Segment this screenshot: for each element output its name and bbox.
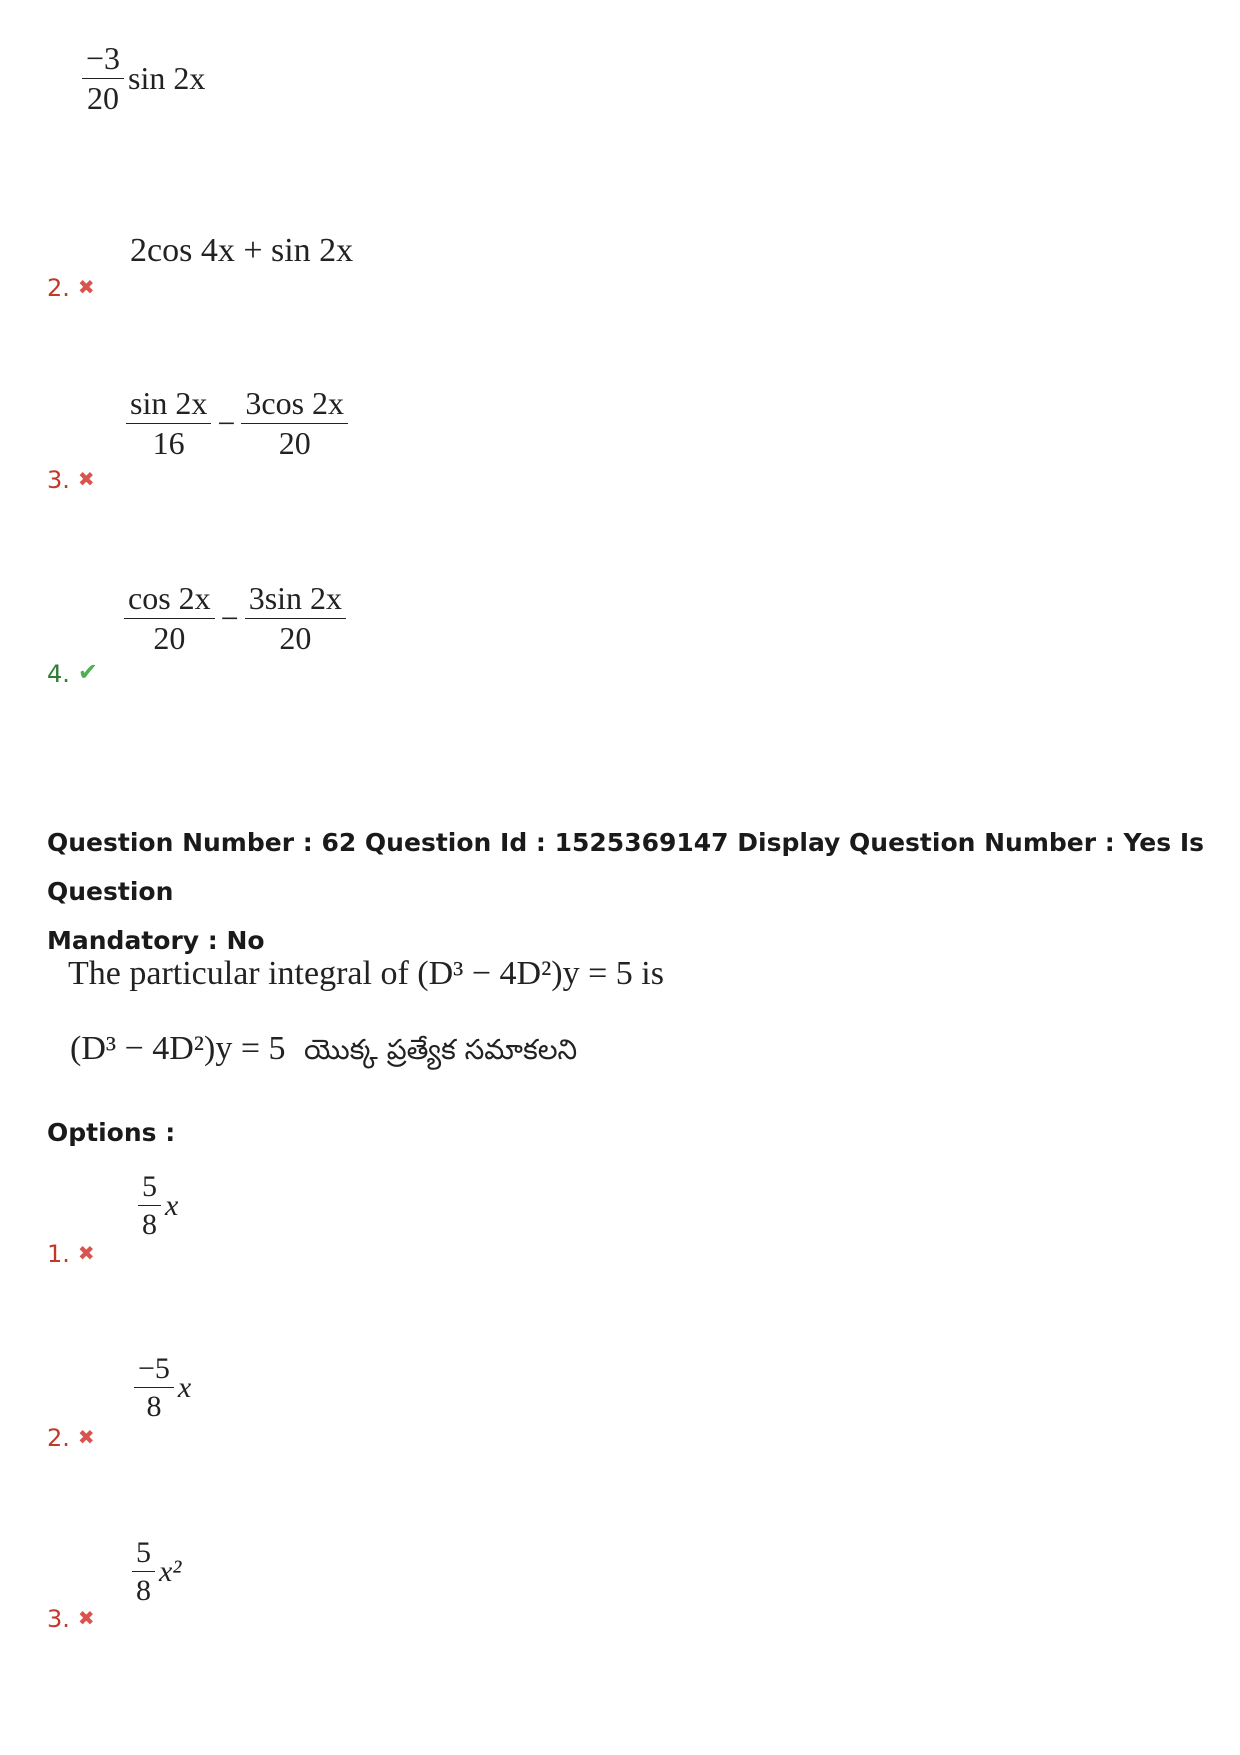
prev-option-3-number: 3. ✖ (47, 466, 95, 494)
options-label: Options : (47, 1118, 176, 1147)
prev-option-4-math: $\frac{\cos 2x}{20}$ − $\frac{3\sin 2x}{20}$ (124, 580, 346, 656)
cross-icon: ✖ (77, 467, 95, 491)
question-header (47, 818, 1207, 965)
cross-icon: ✖ (77, 1425, 95, 1449)
question-header-line-2: Mandatory : No (47, 926, 265, 955)
option-2-number: 2. ✖ (47, 1424, 95, 1452)
fraction: $\frac{\cos 2x}{20}$ (124, 581, 215, 656)
prev-option-1-math: $\frac{-3}{20}$ sin 2x (82, 40, 205, 116)
option-2-math: $\frac{-5}{8}$ x (134, 1352, 191, 1423)
fraction: $\frac{-5}{8}$ (134, 1352, 174, 1423)
question-header-line-1: Question Number : 62 Question Id : 1525369147 Display Question Number : Yes Is Question (47, 828, 1205, 906)
cross-icon: ✖ (77, 275, 95, 299)
question-stem-english: The particular integral of (D³ − 4D²)y = 5 is (68, 955, 664, 992)
fraction: $\frac{-3}{20}$ (82, 41, 124, 116)
question-stem-telugu (70, 1030, 577, 1073)
question-stem-telugu-text: యొక్క ప్రత్యేక సమాకలని (304, 1033, 578, 1066)
option-1-number: 1. ✖ (47, 1240, 95, 1268)
option-3-number: 3. ✖ (47, 1605, 95, 1633)
fraction: $\frac{3\sin 2x}{20}$ (245, 581, 346, 656)
prev-option-2-number: 2. ✖ (47, 274, 95, 302)
fraction: $\frac{3\cos 2x}{20}$ (241, 386, 348, 461)
prev-option-2-math: 2cos 4x + sin 2x (130, 232, 354, 269)
fraction: $\frac{\sin 2x}{16}$ (126, 386, 211, 461)
question-stem-telugu-math: (D³ − 4D²)y = 5 (70, 1030, 286, 1067)
fraction: $\frac{5}{8}$ (138, 1170, 161, 1241)
option-3-math: $\frac{5}{8}$ x² (132, 1536, 181, 1607)
option-1-math: $\frac{5}{8}$ x (138, 1170, 178, 1241)
fraction: $\frac{5}{8}$ (132, 1536, 155, 1607)
prev-option-4-number: 4. ✔ (47, 658, 99, 688)
cross-icon: ✖ (77, 1606, 95, 1630)
check-icon: ✔ (77, 658, 99, 686)
cross-icon: ✖ (77, 1241, 95, 1265)
prev-option-3-math: $\frac{\sin 2x}{16}$ − $\frac{3\cos 2x}{20}$ (126, 385, 348, 461)
